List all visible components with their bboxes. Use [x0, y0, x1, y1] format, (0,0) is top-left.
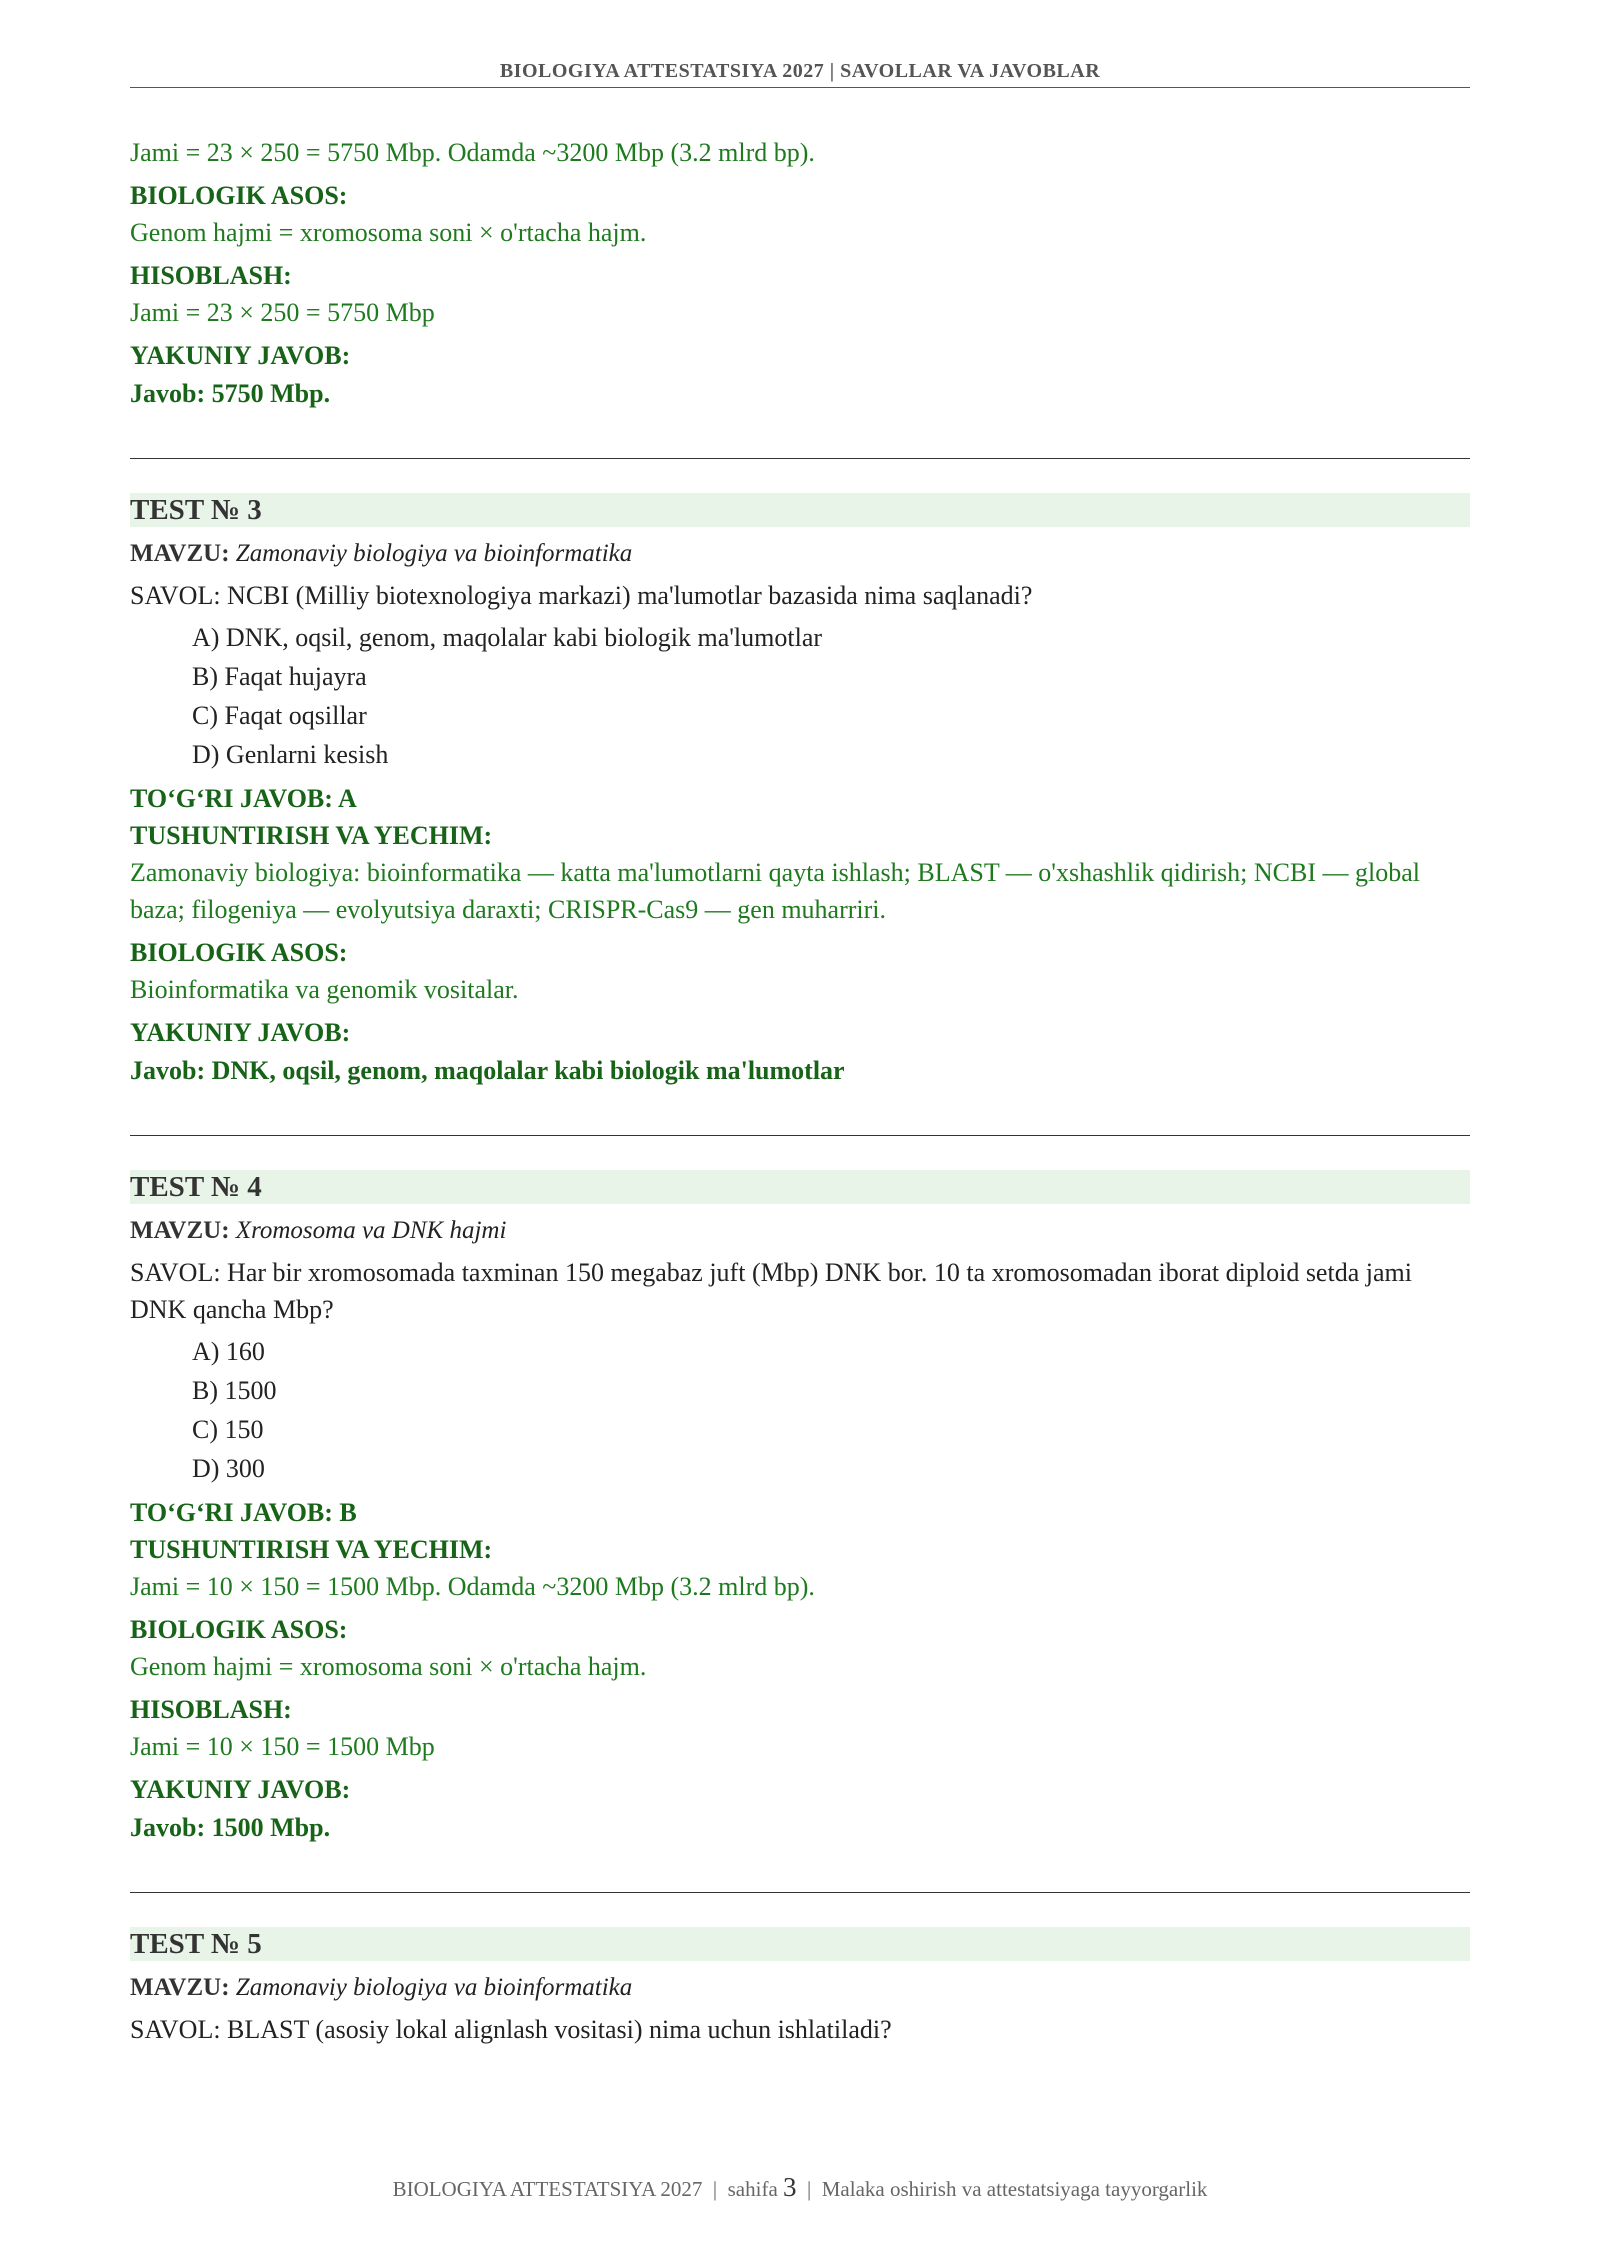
test-2-continuation — [130, 134, 1470, 414]
final-answer: Javob: DNK, oqsil, genom, maqolalar kabi biologik ma'lumotlar — [130, 1056, 845, 1085]
basis-text: Genom hajmi = xromosoma soni × o'rtacha hajm. — [130, 218, 647, 247]
basis-text: Genom hajmi = xromosoma soni × o'rtacha hajm. — [130, 1652, 647, 1681]
topic-value: Zamonaviy biologiya va bioinformatika — [235, 1974, 633, 2001]
calc-label: HISOBLASH: — [130, 1695, 292, 1724]
running-header: BIOLOGIYA ATTESTATSIYA 2027 | SAVOLLAR VA JAVOBLAR — [499, 60, 1101, 82]
document-page — [130, 0, 1470, 2262]
explanation-label: TUSHUNTIRISH VA YECHIM: — [130, 1535, 493, 1564]
option-b: B) Faqat hujayra — [192, 662, 367, 691]
topic-line — [130, 1212, 1470, 1250]
basis-text: Bioinformatika va genomik vositalar. — [130, 975, 519, 1004]
basis-label: BIOLOGIK ASOS: — [130, 181, 348, 210]
correct-answer: TO‘G‘RI JAVOB: A — [130, 784, 357, 813]
explanation-label: TUSHUNTIRISH VA YECHIM: — [130, 821, 493, 850]
basis-label: BIOLOGIK ASOS: — [130, 1615, 348, 1644]
option-a: A) 160 — [192, 1337, 265, 1366]
explanation-text: Zamonaviy biologiya: bioinformatika — katta ma'lumotlarni qayta ishlash; BLAST — o'xshashlik qidirish; NCBI — global baza; filogeniya — evolyutsiya daraxti; CRISPR-Cas9 — gen muharriri. — [130, 858, 1420, 924]
topic-key: MAVZU: — [130, 1974, 230, 2001]
calc-text: Jami = 23 × 250 = 5750 Mbp — [130, 298, 435, 327]
page-content — [130, 134, 1470, 2052]
footer-separator: | — [712, 2177, 718, 2201]
footer-subtitle: Malaka oshirish va attestatsiyaga tayyorgarlik — [821, 2177, 1208, 2201]
explanation-text: Jami = 23 × 250 = 5750 Mbp. Odamda ~3200 Mbp (3.2 mlrd bp). — [130, 138, 815, 167]
topic-line — [130, 1969, 1470, 2007]
topic-line — [130, 535, 1470, 573]
calc-text: Jami = 10 × 150 = 1500 Mbp — [130, 1732, 435, 1761]
footer-separator: | — [807, 2177, 812, 2201]
test-4 — [130, 1170, 1470, 1848]
option-c: C) 150 — [192, 1415, 264, 1444]
option-d: D) Genlarni kesish — [192, 740, 389, 769]
basis-label: BIOLOGIK ASOS: — [130, 938, 348, 967]
final-label: YAKUNIY JAVOB: — [130, 1775, 351, 1804]
test-5 — [130, 1927, 1470, 2048]
test-3 — [130, 493, 1470, 1091]
section-divider — [130, 458, 1470, 459]
section-divider — [130, 1135, 1470, 1136]
topic-key: MAVZU: — [130, 540, 230, 567]
footer-page-word: sahifa — [727, 2177, 778, 2201]
section-divider — [130, 1892, 1470, 1893]
final-label: YAKUNIY JAVOB: — [130, 341, 351, 370]
option-b: B) 1500 — [192, 1376, 277, 1405]
question-text: SAVOL: BLAST (asosiy lokal alignlash vositasi) nima uchun ishlatiladi? — [130, 2015, 892, 2044]
footer-title: BIOLOGIYA ATTESTATSIYA 2027 — [392, 2177, 703, 2201]
explanation-text: Jami = 10 × 150 = 1500 Mbp. Odamda ~3200 Mbp (3.2 mlrd bp). — [130, 1572, 815, 1601]
option-c: C) Faqat oqsillar — [192, 701, 367, 730]
topic-value: Xromosoma va DNK hajmi — [235, 1217, 507, 1244]
question-text: SAVOL: NCBI (Milliy biotexnologiya markazi) ma'lumotlar bazasida nima saqlanadi? — [130, 581, 1033, 610]
calc-label: HISOBLASH: — [130, 261, 292, 290]
page-footer — [130, 2172, 1470, 2203]
correct-answer: TO‘G‘RI JAVOB: B — [130, 1498, 357, 1527]
topic-value: Zamonaviy biologiya va bioinformatika — [235, 540, 633, 567]
test-title: TEST № 3 — [130, 493, 1470, 527]
final-answer: Javob: 1500 Mbp. — [130, 1813, 331, 1842]
topic-key: MAVZU: — [130, 1217, 230, 1244]
question-text: SAVOL: Har bir xromosomada taxminan 150 megabaz juft (Mbp) DNK bor. 10 ta xromosomadan iborat diploid setda jami DNK qancha Mbp? — [130, 1258, 1412, 1324]
page-number: 3 — [783, 2172, 797, 2202]
final-label: YAKUNIY JAVOB: — [130, 1018, 351, 1047]
options-list — [130, 618, 1470, 774]
option-d: D) 300 — [192, 1454, 265, 1483]
header-rule — [130, 87, 1470, 88]
options-list — [130, 1332, 1470, 1488]
final-answer: Javob: 5750 Mbp. — [130, 379, 331, 408]
test-title: TEST № 5 — [130, 1927, 1470, 1961]
test-title: TEST № 4 — [130, 1170, 1470, 1204]
option-a: A) DNK, oqsil, genom, maqolalar kabi biologik ma'lumotlar — [192, 623, 823, 652]
